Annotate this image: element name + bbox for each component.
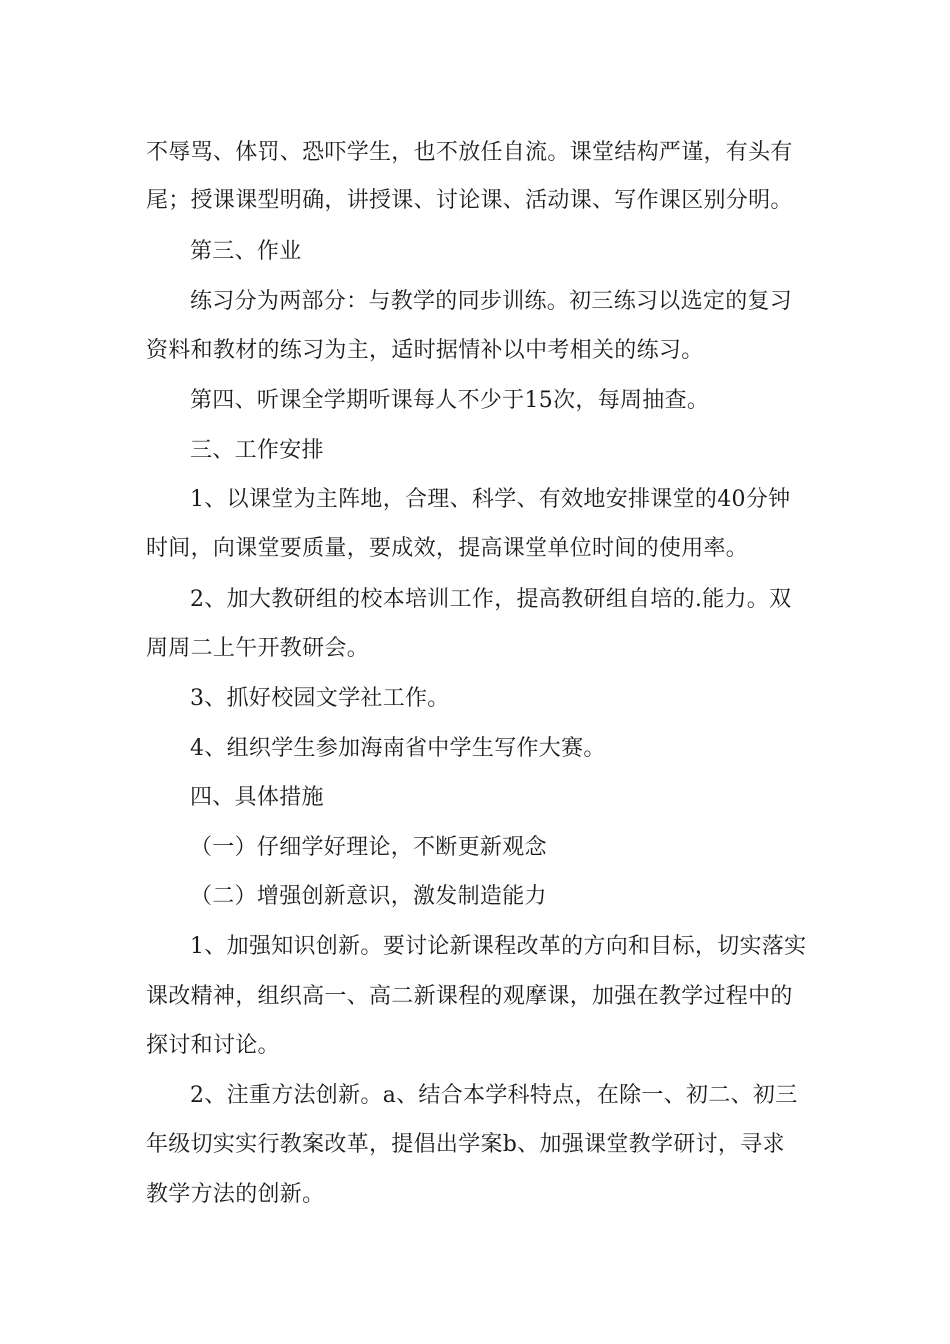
text-line: 第四、听课全学期听课每人不少于15次，每周抽查。 (190, 388, 710, 413)
text-line: 时间，向课堂要质量，要成效，提高课堂单位时间的使用率。 (146, 536, 749, 561)
text-line: 1、加强知识创新。要讨论新课程改革的方向和目标，切实落实 (190, 934, 807, 959)
text-line: 周周二上午开教研会。 (146, 636, 370, 661)
text-line: 资料和教材的练习为主，适时据情补以中考相关的练习。 (146, 338, 704, 363)
subsection-heading: （一）仔细学好理论，不断更新观念 (190, 835, 547, 860)
text-line: 探讨和讨论。 (146, 1033, 280, 1058)
text-line: 1、以课堂为主阵地，合理、科学、有效地安排课堂的40分钟 (190, 487, 791, 512)
subsection-heading: （二）增强创新意识，激发制造能力 (190, 884, 547, 909)
text-line: 练习分为两部分：与教学的同步训练。初三练习以选定的复习 (190, 289, 793, 314)
text-line: 4、组织学生参加海南省中学生写作大赛。 (190, 736, 606, 761)
text-line: 课改精神，组织高一、高二新课程的观摩课，加强在教学过程中的 (146, 984, 793, 1009)
text-line: 2、加大教研组的校本培训工作，提高教研组自培的.能力。双 (190, 587, 792, 612)
text-line: 年级切实实行教案改革，提倡出学案b、加强课堂教学研讨，寻求 (146, 1132, 785, 1157)
text-line: 不辱骂、体罚、恐吓学生，也不放任自流。课堂结构严谨，有头有 (146, 140, 793, 165)
text-line: 教学方法的创新。 (146, 1182, 325, 1207)
section-heading: 四、具体措施 (190, 785, 324, 810)
section-heading: 三、工作安排 (190, 438, 324, 463)
section-heading: 第三、作业 (190, 239, 302, 264)
text-line: 尾；授课课型明确，讲授课、讨论课、活动课、写作课区别分明。 (146, 188, 793, 213)
text-line: 3、抓好校园文学社工作。 (190, 686, 450, 711)
text-line: 2、注重方法创新。a、结合本学科特点，在除一、初二、初三 (190, 1083, 798, 1108)
